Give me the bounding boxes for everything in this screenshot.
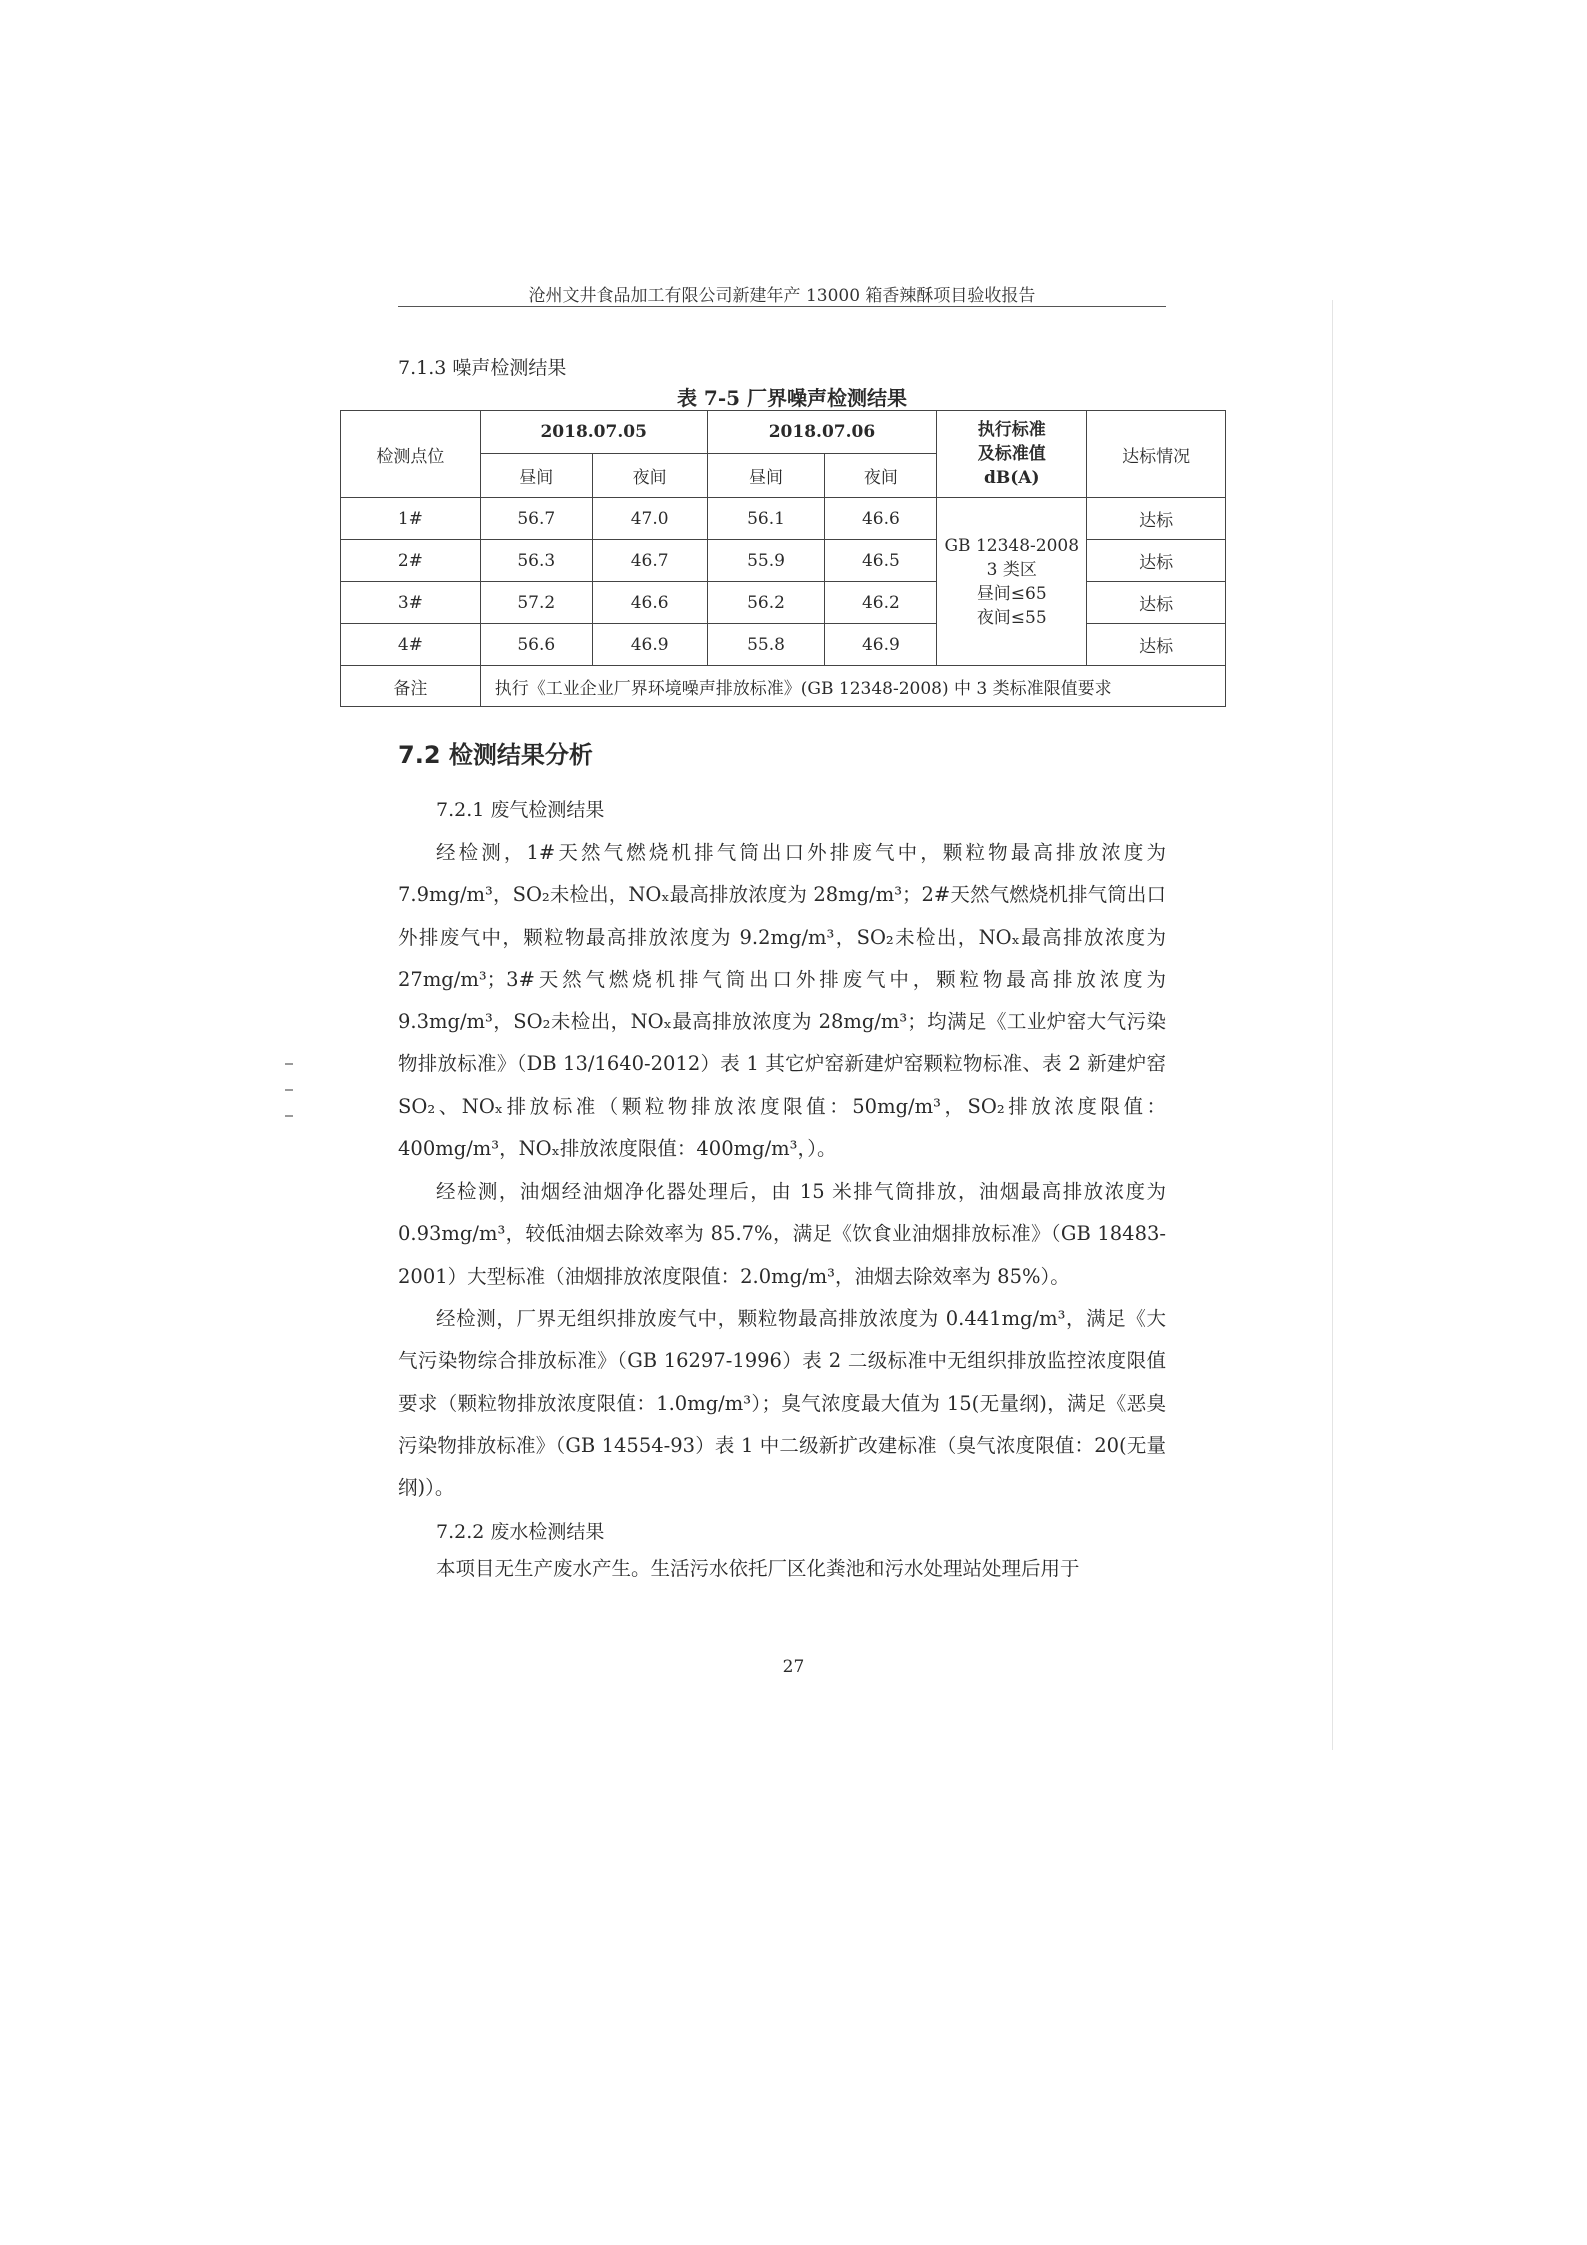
cell-value: 56.3: [480, 540, 592, 582]
table-row: [341, 624, 1226, 666]
cell-status: 达标: [1087, 582, 1226, 624]
table-row: [341, 582, 1226, 624]
cell-value: 56.1: [707, 498, 825, 540]
cell-value: 46.9: [825, 624, 937, 666]
subsection-heading-7-2-2: 7.2.2 废水检测结果: [436, 1521, 605, 1543]
header-day: 昼间: [707, 454, 825, 498]
section-heading-7-2: 7.2 检测结果分析: [398, 741, 593, 769]
cell-value: 56.2: [707, 582, 825, 624]
paragraph-oil-fume: 经检测，油烟经油烟净化器处理后，由 15 米排气筒排放，油烟最高排放浓度为 0.93mg/m³，较低油烟去除效率为 85.7%，满足《饮食业油烟排放标准》（GB 18483-2001）大型标准（油烟排放浓度限值：2.0mg/m³，油烟去除效率为 85%）。: [398, 1180, 1166, 1288]
cell-point: 3#: [341, 582, 481, 624]
cell-status: 达标: [1087, 624, 1226, 666]
page-edge-shadow: [1332, 300, 1333, 1750]
table-row: [341, 540, 1226, 582]
header-standard: [937, 411, 1087, 498]
page-number: 27: [782, 1657, 805, 1677]
cell-status: 达标: [1087, 540, 1226, 582]
margin-mark: [285, 1089, 293, 1091]
header-status: 达标情况: [1087, 411, 1226, 498]
paragraph-wastewater: 本项目无生产废水产生。生活污水依托厂区化粪池和污水处理站处理后用于: [436, 1557, 1080, 1580]
header-standard-line: 执行标准: [977, 420, 1046, 440]
cell-point: 1#: [341, 498, 481, 540]
running-header: 沧州文井食品加工有限公司新建年产 13000 箱香辣酥项目验收报告: [528, 286, 1036, 306]
table-remark-row: [341, 666, 1226, 707]
header-day: 昼间: [480, 454, 592, 498]
cell-point: 2#: [341, 540, 481, 582]
header-date-1: 2018.07.05: [480, 411, 707, 454]
paragraph-exhaust-gas: 经检测，1#天然气燃烧机排气筒出口外排废气中，颗粒物最高排放浓度为 7.9mg/m³，SO₂未检出，NOₓ最高排放浓度为 28mg/m³；2#天然气燃烧机排气筒出口外排废气中，颗粒物最高排放浓度为 9.2mg/m³，SO₂未检出，NOₓ最高排放浓度为 27mg/m³；3#天然气燃烧机排气筒出口外排废气中，颗粒物最高排放浓度为 9.3mg/m³，SO₂未检出，NOₓ最高排放浓度为 28mg/m³；均满足《工业炉窑大气污染物排放标准》（DB 13/1640-2012）表 1 其它炉窑新建炉窑颗粒物标准、表 2 新建炉窑 SO₂、NOₓ排放标准（颗粒物排放浓度限值：50mg/m³，SO₂排放浓度限值：400mg/m³，NOₓ排放浓度限值：400mg/m³，）。: [398, 841, 1166, 1161]
cell-value: 56.6: [480, 624, 592, 666]
cell-value: 47.0: [592, 498, 707, 540]
margin-mark: [285, 1063, 293, 1065]
header-standard-line: dB(A): [983, 468, 1040, 488]
section-heading-7-1-3: 7.1.3 噪声检测结果: [398, 357, 567, 379]
table-header-row: [341, 411, 1226, 454]
header-date-2: 2018.07.06: [707, 411, 937, 454]
standard-line: 昼间≤65: [976, 583, 1047, 604]
standard-line: 夜间≤55: [976, 607, 1047, 628]
cell-status: 达标: [1087, 498, 1226, 540]
header-night: 夜间: [592, 454, 707, 498]
cell-value: 46.6: [592, 582, 707, 624]
header-standard-line: 及标准值: [977, 444, 1046, 464]
cell-point: 4#: [341, 624, 481, 666]
cell-value: 46.7: [592, 540, 707, 582]
standard-line: GB 12348-2008: [944, 535, 1080, 556]
cell-value: 57.2: [480, 582, 592, 624]
remark-label: 备注: [341, 666, 481, 707]
noise-results-table: [340, 410, 1226, 707]
cell-value: 46.6: [825, 498, 937, 540]
margin-mark: [285, 1115, 293, 1117]
standard-line: 3 类区: [986, 559, 1037, 580]
subsection-heading-7-2-1: 7.2.1 废气检测结果: [436, 799, 605, 821]
cell-value: 56.7: [480, 498, 592, 540]
header-point: 检测点位: [341, 411, 481, 498]
header-rule: [398, 306, 1166, 307]
cell-value: 46.9: [592, 624, 707, 666]
cell-value: 55.9: [707, 540, 825, 582]
remark-text: 执行《工业企业厂界环境噪声排放标准》(GB 12348-2008) 中 3 类标准限值要求: [480, 666, 1225, 707]
header-night: 夜间: [825, 454, 937, 498]
paragraph-fugitive-emission: 经检测，厂界无组织排放废气中，颗粒物最高排放浓度为 0.441mg/m³，满足《大气污染物综合排放标准》（GB 16297-1996）表 2 二级标准中无组织排放监控浓度限值要求（颗粒物排放浓度限值：1.0mg/m³）；臭气浓度最大值为 15(无量纲)，满足《恶臭污染物排放标准》（GB 14554-93）表 1 中二级新扩改建标准（臭气浓度限值：20(无量纲)）。: [398, 1307, 1166, 1500]
cell-value: 46.5: [825, 540, 937, 582]
table-caption: 表 7-5 厂界噪声检测结果: [676, 386, 908, 410]
cell-standard: [937, 498, 1087, 666]
cell-value: 55.8: [707, 624, 825, 666]
cell-value: 46.2: [825, 582, 937, 624]
table-row: [341, 498, 1226, 540]
